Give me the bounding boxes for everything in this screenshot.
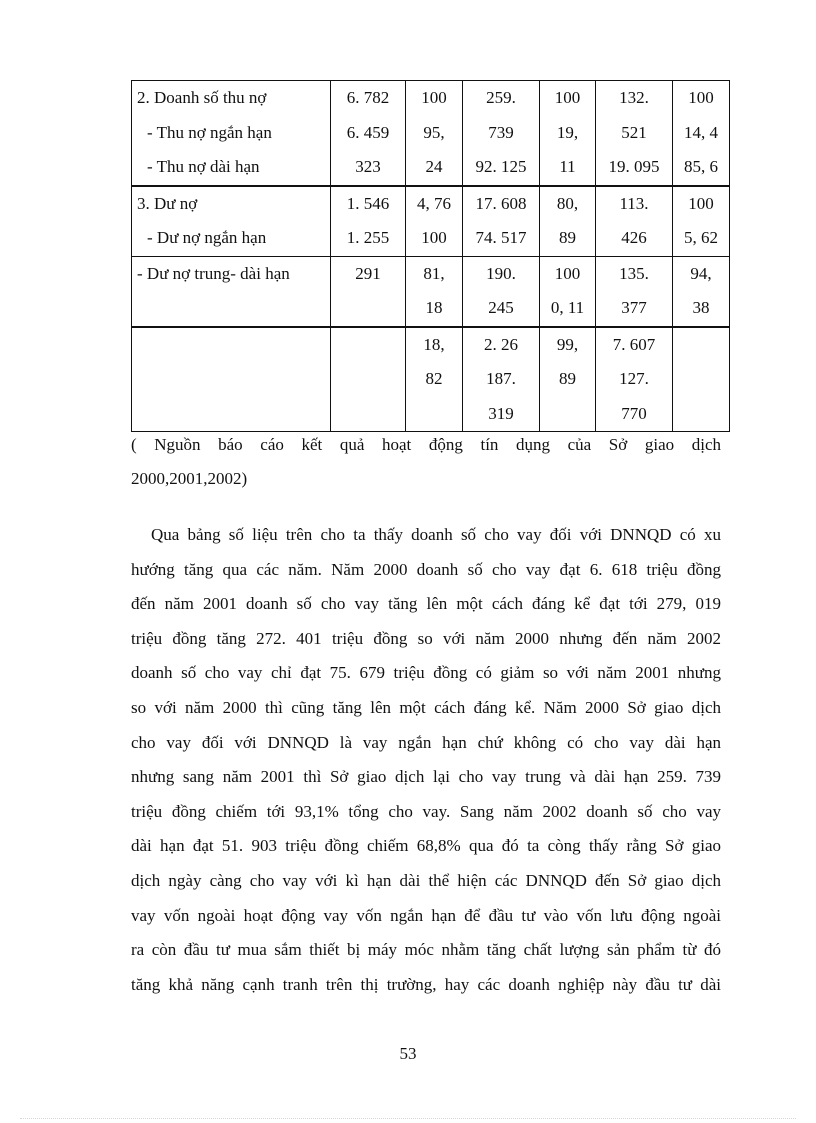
source-note-line-2: 2000,2001,2002) [131, 469, 248, 488]
value-cell [463, 327, 540, 432]
value-line: 14, 4 [684, 122, 718, 142]
value-line: 190. [486, 263, 516, 283]
credit-table [131, 80, 730, 432]
value-line: 82 [425, 369, 443, 388]
value-line: 135. [619, 263, 649, 283]
value-cell [673, 81, 730, 186]
value-line: 187. [486, 369, 516, 388]
value-line: 18, [423, 334, 445, 354]
value-line: 739 [488, 122, 514, 142]
value-line: 89 [559, 228, 576, 247]
value-line: 426 [621, 228, 647, 247]
body-line: triệu đồng tăng 272. 401 triệu đồng so với năm 2000 nhưng đến năm 2002 [131, 628, 721, 648]
value-line: 323 [355, 157, 381, 176]
value-line [331, 328, 405, 363]
value-cell [673, 256, 730, 327]
value-line: 1. 255 [346, 228, 390, 247]
value-line: 92. 125 [475, 157, 527, 176]
value-cell [331, 81, 406, 186]
value-line: 132. [619, 88, 649, 107]
page-bottom-edge [20, 1118, 796, 1119]
value-cell [596, 81, 673, 186]
value-line: 95, [423, 122, 445, 142]
value-line: 6. 782 [346, 88, 390, 107]
body-line: dài hạn đạt 51. 903 triệu đồng chiếm 68,8% qua đó ta còng thấy rằng Sở giao [131, 836, 721, 856]
value-line: 259. [486, 88, 516, 107]
value-cell [540, 327, 596, 432]
value-line [673, 328, 729, 363]
value-line: 100 [554, 263, 581, 283]
value-line: 100 [688, 193, 714, 213]
value-cell [596, 327, 673, 432]
table-body [132, 81, 730, 432]
value-line: 4, 76 [417, 193, 451, 213]
body-line: nhưng sang năm 2001 thì Sở giao dịch lại cho vay trung và dài hạn 259. 739 [131, 767, 721, 787]
value-line: 81, [423, 263, 445, 283]
value-cell [331, 256, 406, 327]
row-label-cell [132, 186, 331, 257]
table-row [132, 256, 730, 327]
row-label-cell [132, 81, 331, 186]
value-line: 100 [688, 88, 714, 107]
value-line: 5, 62 [684, 228, 718, 247]
value-line: 24 [425, 157, 443, 176]
body-line: dịch ngày càng cho vay với kì hạn dài thể hiện các DNNQD đến Sở giao dịch [131, 870, 721, 890]
body-paragraph [131, 518, 721, 1002]
table-row [132, 186, 730, 257]
value-line: 0, 11 [550, 298, 585, 317]
body-line: đến năm 2001 doanh số cho vay tăng lên một cách đáng kể đạt tới 279, 019 [131, 594, 721, 614]
value-line: 1. 546 [346, 193, 390, 213]
value-line: 17. 608 [475, 193, 527, 213]
row-label-line: - Thu nợ ngắn hạn [147, 122, 272, 142]
value-line: 38 [692, 298, 710, 317]
body-line: ra còn đầu tư mua sắm thiết bị máy móc nhằm tăng chất lượng sản phẩm từ đó [131, 940, 721, 960]
value-line: 377 [621, 298, 647, 317]
value-cell [463, 256, 540, 327]
body-line: doanh số cho vay chỉ đạt 75. 679 triệu đồng có giảm so với năm 2001 nhưng [131, 663, 721, 683]
value-line: 113. [619, 193, 649, 213]
value-line: 521 [621, 122, 647, 142]
page-number: 53 [399, 1044, 417, 1063]
source-note-line-1: ( Nguồn báo cáo kết quả hoạt động tín dụng của Sở giao dịch [131, 435, 721, 454]
value-cell [540, 256, 596, 327]
value-line: 6. 459 [346, 122, 390, 142]
value-cell [596, 186, 673, 257]
value-line: 127. [619, 369, 649, 388]
value-line: 100 [554, 88, 581, 107]
value-line: 99, [556, 334, 579, 354]
body-line: cho vay đối với DNNQD là vay ngắn hạn chứ không có cho vay dài hạn [131, 732, 721, 752]
row-label-cell [132, 327, 331, 432]
row-label-line: - Dư nợ ngắn hạn [147, 228, 267, 247]
value-cell [540, 186, 596, 257]
value-cell [406, 256, 463, 327]
row-label-cell [132, 256, 331, 327]
row-label-line: - Dư nợ trung- dài hạn [137, 263, 290, 283]
value-line: 19. 095 [608, 157, 660, 176]
row-label-line: 2. Doanh số thu nợ [137, 88, 267, 107]
row-label-line [137, 328, 330, 363]
value-cell [463, 186, 540, 257]
value-cell [331, 327, 406, 432]
value-line: 245 [488, 298, 514, 317]
body-line: vay vốn ngoài hoạt động vay vốn ngắn hạn để đầu tư vào vốn lưu động ngoài [131, 905, 721, 925]
value-line: 2. 26 [484, 334, 518, 354]
value-line: 7. 607 [612, 334, 656, 354]
body-line: triệu đồng chiếm tới 93,1% tổng cho vay. Sang năm 2002 doanh số cho vay [131, 801, 721, 821]
row-label-line: - Thu nợ dài hạn [147, 157, 260, 176]
value-line: 291 [355, 263, 381, 283]
table-row [132, 327, 730, 432]
value-line: 94, [690, 263, 712, 283]
row-label-line: 3. Dư nợ [137, 193, 198, 213]
value-line: 19, [556, 122, 579, 142]
table-row [132, 81, 730, 186]
value-cell [406, 81, 463, 186]
value-line: 18 [425, 298, 443, 317]
source-note [131, 428, 721, 496]
value-cell [463, 81, 540, 186]
value-line: 80, [556, 193, 579, 213]
value-cell [406, 186, 463, 257]
value-cell [540, 81, 596, 186]
value-cell [673, 327, 730, 432]
body-line: so với năm 2000 thì cũng tăng lên một cách đáng kể. Năm 2000 Sở giao dịch [131, 697, 721, 717]
value-line: 770 [621, 403, 647, 423]
value-line: 319 [488, 403, 514, 423]
value-line: 85, 6 [684, 157, 718, 176]
value-cell [331, 186, 406, 257]
body-line: hướng tăng qua các năm. Năm 2000 doanh số cho vay đạt 6. 618 triệu đồng [131, 559, 721, 579]
value-cell [596, 256, 673, 327]
body-line: tăng khả năng cạnh tranh trên thị trường, hay các doanh nghiệp này đầu tư dài [131, 974, 721, 994]
value-line: 100 [421, 88, 447, 107]
body-line: Qua bảng số liệu trên cho ta thấy doanh số cho vay đối với DNNQD có xu [151, 525, 721, 544]
value-cell [406, 327, 463, 432]
value-line: 89 [559, 369, 576, 388]
value-cell [673, 186, 730, 257]
value-line: 74. 517 [475, 228, 527, 247]
value-line: 11 [559, 157, 576, 176]
value-line: 100 [421, 228, 447, 247]
